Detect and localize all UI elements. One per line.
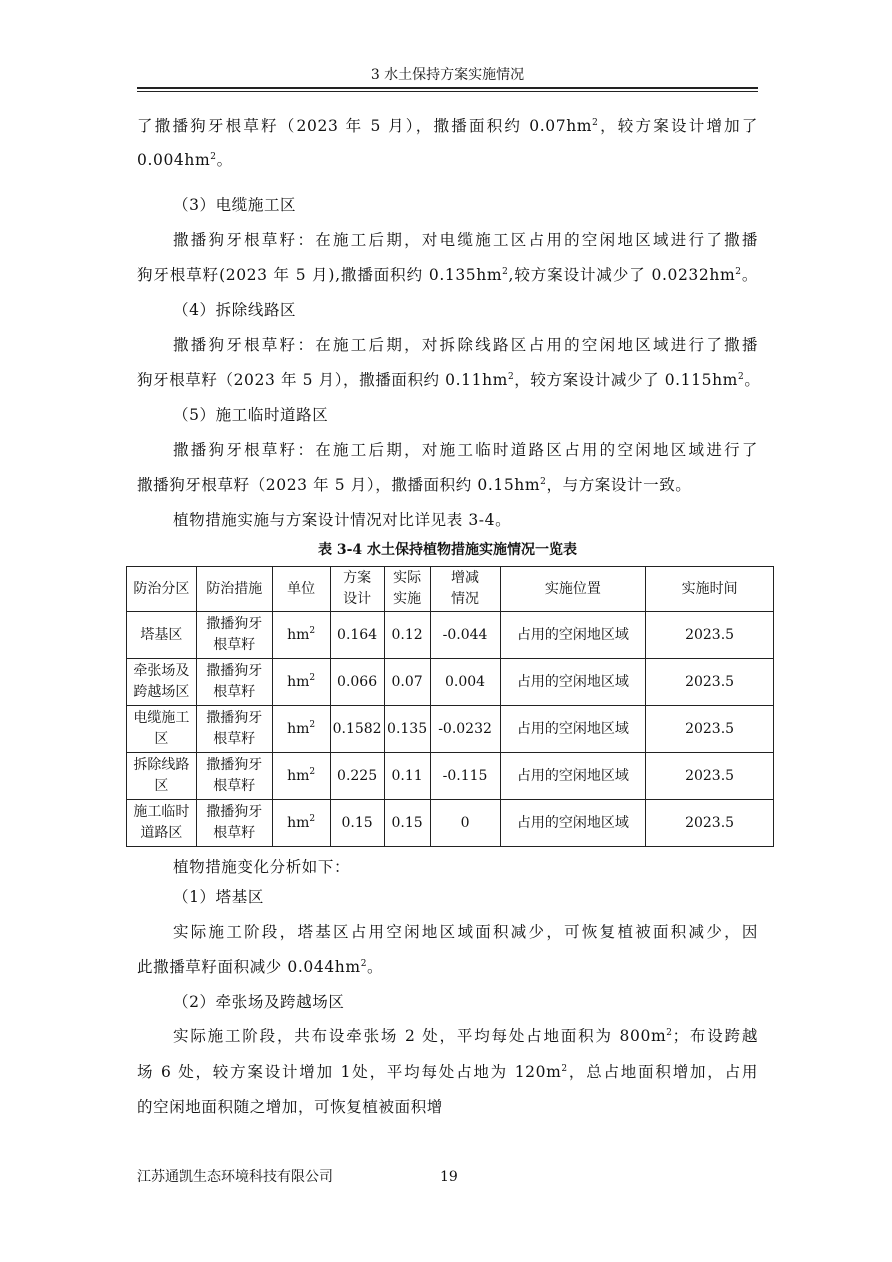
header-design: 方案 设计 (330, 567, 384, 612)
cell-measure: 撒播狗牙 根草籽 (196, 753, 272, 800)
header-actual: 实际 实施 (384, 567, 430, 612)
body-line: 撒播狗牙根草籽（2023 年 5 月），撒播面积约 $0.15hm^2$，与方案设计一致。 (137, 476, 692, 494)
body-line: 撒播狗牙根草籽：在施工后期，对施工临时道路区占用的空闲地区域进行了 (173, 441, 758, 459)
cell-unit: $hm^2$ (272, 800, 330, 847)
table-header-row (127, 567, 774, 612)
cell-time: 2023.5 (646, 659, 774, 706)
cell-measure: 撒播狗牙 根草籽 (196, 659, 272, 706)
cell-unit: $hm^2$ (272, 706, 330, 753)
header-unit: 单位 (272, 567, 330, 612)
cell-design: 0.164 (330, 612, 384, 659)
cell-time: 2023.5 (646, 800, 774, 847)
body-line: 实际施工阶段，共布设牵张场 2 处，平均每处占地面积为 $800m^2$；布设跨越 (173, 1027, 758, 1045)
cell-zone: 施工临时 道路区 (127, 800, 197, 847)
section-heading: （5）施工临时道路区 (173, 406, 329, 424)
body-line: 了撒播狗牙根草籽（2023 年 5 月），撒播面积约 $0.07hm^2$，较方案设计增加了 (137, 117, 758, 135)
table-row (127, 753, 774, 800)
table-row (127, 659, 774, 706)
cell-unit: $hm^2$ (272, 659, 330, 706)
body-line: 实际施工阶段，塔基区占用空闲地区域面积减少，可恢复植被面积减少，因 (173, 923, 758, 941)
cell-design: 0.1582 (330, 706, 384, 753)
cell-actual: 0.07 (384, 659, 430, 706)
cell-location: 占用的空闲地区域 (500, 706, 646, 753)
body-line: 植物措施变化分析如下： (173, 858, 351, 876)
cell-design: 0.15 (330, 800, 384, 847)
cell-actual: 0.11 (384, 753, 430, 800)
cell-location: 占用的空闲地区域 (500, 800, 646, 847)
header-change: 增减 情况 (430, 567, 500, 612)
table-row (127, 612, 774, 659)
cell-design: 0.066 (330, 659, 384, 706)
body-line: 狗牙根草籽（2023 年 5 月），撒播面积约 $0.11hm^2$，较方案设计减少了 $0.115hm^2$。 (137, 371, 761, 389)
cell-location: 占用的空闲地区域 (500, 612, 646, 659)
cell-measure: 撒播狗牙 根草籽 (196, 612, 272, 659)
section-heading: （3）电缆施工区 (173, 196, 297, 214)
header-rule-thin (137, 91, 758, 92)
body-line: 撒播狗牙根草籽：在施工后期，对拆除线路区占用的空闲地区域进行了撒播 (173, 336, 758, 354)
section-heading: （4）拆除线路区 (173, 301, 297, 319)
cell-change: -0.0232 (430, 706, 500, 753)
body-line: 植物措施实施与方案设计情况对比详见表 3-4。 (173, 511, 512, 529)
body-line: 此撒播草籽面积减少 $0.044hm^2$。 (137, 958, 384, 976)
cell-design: 0.225 (330, 753, 384, 800)
header-time: 实施时间 (646, 567, 774, 612)
body-line: 狗牙根草籽(2023 年 5 月),撒播面积约 $0.135hm^2$,较方案设计减少了 $0.0232hm^2$。 (137, 266, 758, 284)
cell-actual: 0.12 (384, 612, 430, 659)
table-row (127, 800, 774, 847)
header-measure: 防治措施 (196, 567, 272, 612)
plant-measures-table (126, 566, 774, 847)
cell-time: 2023.5 (646, 612, 774, 659)
cell-change: -0.115 (430, 753, 500, 800)
cell-change: -0.044 (430, 612, 500, 659)
cell-zone: 塔基区 (127, 612, 197, 659)
body-line: 的空闲地面积随之增加，可恢复植被面积增 (137, 1098, 443, 1116)
cell-actual: 0.135 (384, 706, 430, 753)
header-location: 实施位置 (500, 567, 646, 612)
cell-location: 占用的空闲地区域 (500, 659, 646, 706)
cell-unit: $hm^2$ (272, 753, 330, 800)
cell-zone: 电缆施工 区 (127, 706, 197, 753)
body-line: 撒播狗牙根草籽：在施工后期，对电缆施工区占用的空闲地区域进行了撒播 (173, 231, 758, 249)
cell-time: 2023.5 (646, 753, 774, 800)
body-line: $0.004hm^2$。 (137, 151, 233, 169)
running-header: 3 水土保持方案实施情况 (370, 67, 525, 83)
page-number: 19 (440, 1169, 458, 1185)
cell-unit: $hm^2$ (272, 612, 330, 659)
cell-measure: 撒播狗牙 根草籽 (196, 706, 272, 753)
cell-actual: 0.15 (384, 800, 430, 847)
table-caption: 表 3-4 水土保持植物措施实施情况一览表 (317, 542, 578, 558)
footer-company: 江苏通凯生态环境科技有限公司 (137, 1169, 333, 1185)
body-line: 场 6 处，较方案设计增加 1处，平均每处占地为 $120m^2$，总占地面积增加，占用 (137, 1063, 758, 1081)
cell-zone: 拆除线路 区 (127, 753, 197, 800)
cell-change: 0 (430, 800, 500, 847)
section-heading: （1）塔基区 (173, 888, 264, 906)
cell-change: 0.004 (430, 659, 500, 706)
header-zone: 防治分区 (127, 567, 197, 612)
table-row (127, 706, 774, 753)
cell-zone: 牵张场及 跨越场区 (127, 659, 197, 706)
header-rule-thick (137, 87, 758, 89)
cell-location: 占用的空闲地区域 (500, 753, 646, 800)
section-heading: （2）牵张场及跨越场区 (173, 993, 345, 1011)
cell-measure: 撒播狗牙 根草籽 (196, 800, 272, 847)
cell-time: 2023.5 (646, 706, 774, 753)
